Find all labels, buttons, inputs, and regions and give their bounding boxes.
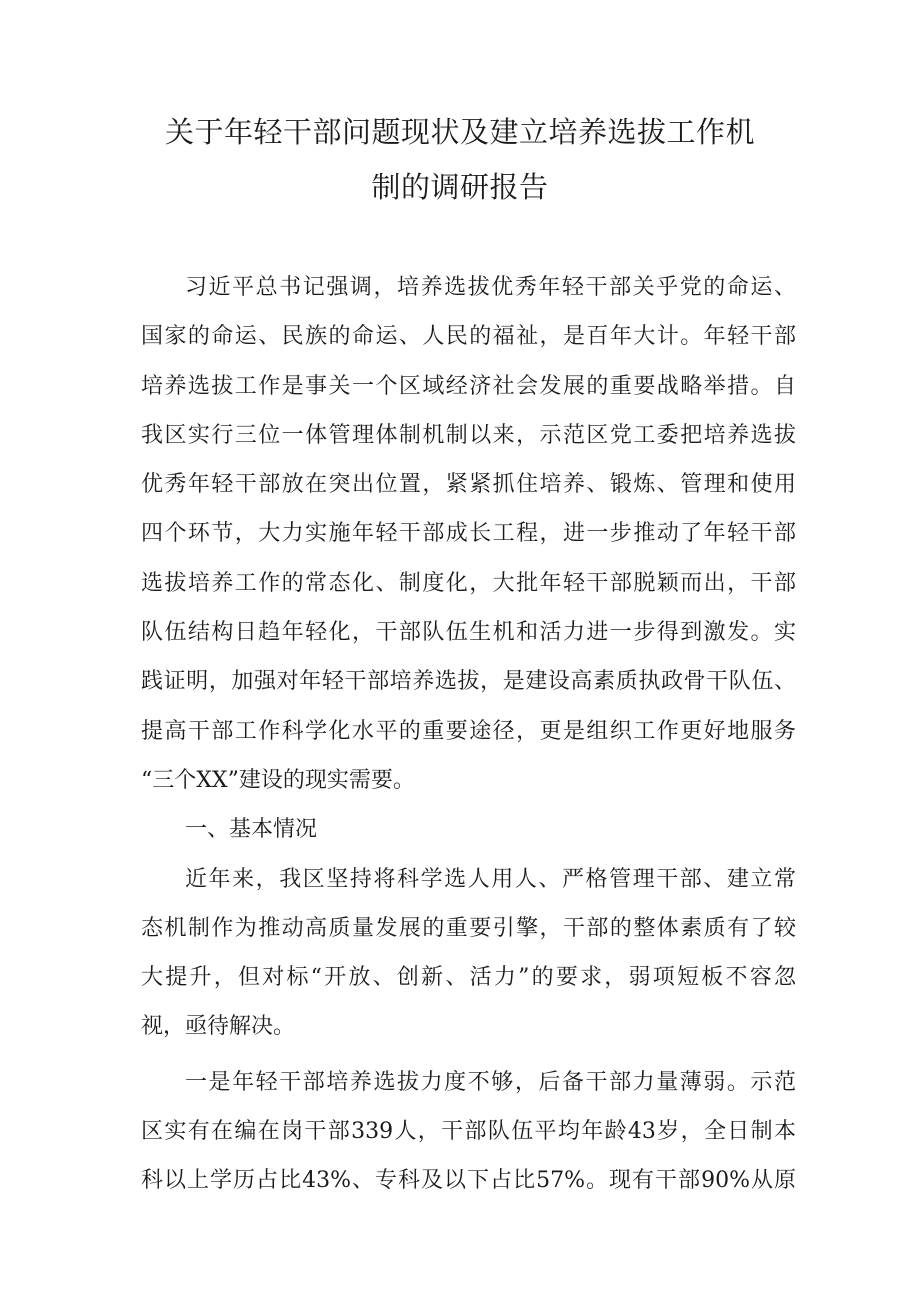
paragraph-line: 大提升，但对标“开放、创新、活力”的要求，弱项短板不容忽 <box>141 965 796 991</box>
paragraph-line: 优秀年轻干部放在突出位置，紧紧抓住培养、锻炼、管理和使用 <box>141 472 796 498</box>
paragraph-line: 队伍结构日趋年轻化，干部队伍生机和活力进一步得到激发。实 <box>141 620 796 646</box>
paragraph-line: 区实有在编在岗干部339人，干部队伍平均年龄43岁，全日制本 <box>141 1119 796 1145</box>
paragraph-line: 四个环节，大力实施年轻干部成长工程，进一步推动了年轻干部 <box>141 521 796 547</box>
section-heading: 一、基本情况 <box>185 817 318 843</box>
paragraph-line: 践证明，加强对年轻干部培养选拔，是建设高素质执政骨干队伍、 <box>141 669 796 695</box>
document-title-line-1: 关于年轻干部问题现状及建立培养选拔工作机 <box>164 115 755 149</box>
paragraph-line: “三个XX”建设的现实需要。 <box>141 767 415 793</box>
document-title-line-2: 制的调研报告 <box>371 170 549 204</box>
document-body <box>141 263 796 1206</box>
paragraph-line: 选拔培养工作的常态化、制度化，大批年轻干部脱颖而出，干部 <box>141 570 796 596</box>
paragraph-line: 态机制作为推动高质量发展的重要引擎，干部的整体素质有了较 <box>141 915 796 941</box>
paragraph-line: 科以上学历占比43%、专科及以下占比57%。现有干部90%从原 <box>141 1168 796 1194</box>
paragraph-line: 我区实行三位一体管理体制机制以来，示范区党工委把培养选拔 <box>141 422 796 448</box>
paragraph-line: 视，亟待解决。 <box>141 1014 296 1040</box>
paragraph-line: 近年来，我区坚持将科学选人用人、严格管理干部、建立常 <box>185 866 796 892</box>
paragraph-line: 提高干部工作科学化水平的重要途径，更是组织工作更好地服务 <box>141 718 796 744</box>
paragraph-line: 国家的命运、民族的命运、人民的福祉，是百年大计。年轻干部 <box>141 324 796 350</box>
paragraph-line: 习近平总书记强调，培养选拔优秀年轻干部关乎党的命运、 <box>185 275 796 300</box>
paragraph-line: 一是年轻干部培养选拔力度不够，后备干部力量薄弱。示范 <box>185 1069 796 1095</box>
paragraph-line: 培养选拔工作是事关一个区域经济社会发展的重要战略举措。自 <box>141 373 796 399</box>
